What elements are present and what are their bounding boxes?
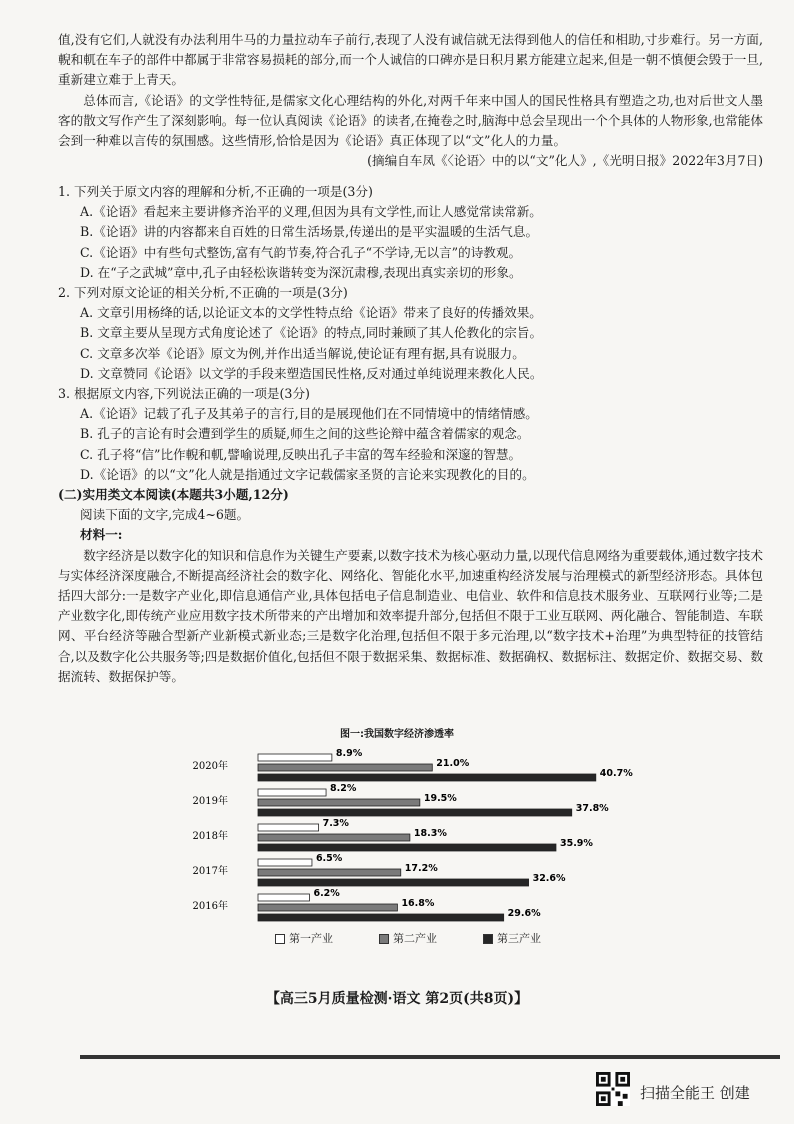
bar-第一产业 xyxy=(258,894,309,901)
question-option: B. 文章主要从呈现方式角度论述了《论语》的特点,同时兼顾了其人伦教化的宗旨。 xyxy=(80,325,543,341)
material-text: 数字经济是以数字化的知识和信息作为关键生产要素,以数字技术为核心驱动力量,以现代信息网络为重要载体,通过数字技术与实体经济深度融合,不断提高经济社会的数字化、网络化、智能化水平,加速重构经济发展与治理模式的新型经济形态。具体包括四大部分:一是数字产业化,即信息通信产业,具体包括电子信息制造业、电信业、软件和信息技术服务业、互联网行业等;二是产业数字化,即传统产业应用数字技术所带来的产出增加和效率提升部分,包括但不限于工业互联网、两化融合、智能制造、车联网、平台经济等融合型新产业新模式新业态;三是数字化治理,包括但不限于多元治理,以“数字技术+治理”为典型特征的技管结合,以及数字化公共服务等;四是数据价值化,包括但不限于数据采集、数据标准、数据确权、数据标注、数据定价、数据交易、数据流转、数据保护等。 xyxy=(58,547,763,684)
data-label: 8.9% xyxy=(335,748,363,759)
question-list xyxy=(58,182,763,687)
bar-第一产业 xyxy=(258,824,319,831)
category-label: 2020年 xyxy=(192,761,228,772)
bar-第三产业 xyxy=(258,914,504,921)
question-option: A.《论语》看起来主要讲修齐治平的义理,但因为具有文学性,而让人感觉常读常新。 xyxy=(80,204,542,220)
data-label: 35.9% xyxy=(559,838,593,849)
category-label: 2019年 xyxy=(192,796,228,807)
data-label: 16.8% xyxy=(401,898,435,909)
qr-code-icon xyxy=(596,1072,630,1106)
passage-paragraph-2: 总体而言,《论语》的文学性特征,是儒家文化心理结构的外化,对两千年来中国人的国民性格具有塑造之功,也对后世文人墨客的散文写作产生了深刻影响。每一位认真阅读《论语》的读者,在掩卷之时,脑海中总会呈现出一个个具体的人物形象,也常能体会到一种难以言传的氛围感。这些情形,恰恰是因为《论语》真正体现了以“文”化人的力量。 xyxy=(58,92,763,149)
bar-第三产业 xyxy=(258,844,556,851)
question-option: C. 孔子将“信”比作輗和軏,譬喻说理,反映出孔子丰富的驾车经验和深邃的智慧。 xyxy=(80,446,522,462)
question-option: C.《论语》中有些句式整饬,富有气韵节奏,符合孔子“不学诗,无以言”的诗教观。 xyxy=(80,244,522,260)
data-label: 8.2% xyxy=(330,783,357,794)
bar-第三产业 xyxy=(258,879,529,886)
data-label: 21.0% xyxy=(436,758,470,769)
category-label: 2018年 xyxy=(192,831,228,842)
legend-label: 第二产业 xyxy=(393,932,437,945)
question-option: C. 文章多次举《论语》原文为例,并作出适当解说,使论证有理有据,具有说服力。 xyxy=(80,345,525,361)
passage-paragraph-1: 值,没有它们,人就没有办法利用牛马的力量拉动车子前行,表现了人没有诚信就无法得到他人的信任和相助,寸步难行。另一方面,輗和軏在车子的部件中都属于非常容易损耗的部分,而一个人诚信的口碑亦是日积月累方能建立起来,但是一朝不慎便会毁于一旦,重新建立难于上青天。 xyxy=(58,32,763,88)
data-label: 18.3% xyxy=(413,828,447,839)
legend-item-tertiary xyxy=(483,930,541,946)
question-option: A. 文章引用杨绛的话,以论证文本的文学性特点给《论语》带来了良好的传播效果。 xyxy=(80,305,542,321)
chart-legend xyxy=(275,930,541,946)
question-option: A.《论语》记载了孔子及其弟子的言行,目的是展现他们在不同情境中的情绪情感。 xyxy=(80,406,538,422)
question-option: B. 孔子的言论有时会遭到学生的质疑,师生之间的这些论辩中蕴含着儒家的观念。 xyxy=(80,426,530,442)
question-stem: 1. 下列关于原文内容的理解和分析,不正确的一项是(3分) xyxy=(58,184,373,199)
category-label: 2017年 xyxy=(192,866,228,877)
bar-第一产业 xyxy=(258,789,326,796)
data-label: 37.8% xyxy=(575,803,609,814)
question-option: D. 在“子之武城”章中,孔子由轻松诙谐转变为深沉肃穆,表现出真实亲切的形象。 xyxy=(80,264,522,280)
penetration-bar-chart xyxy=(180,748,650,923)
page-bottom-rule xyxy=(80,1055,780,1059)
data-label: 32.6% xyxy=(532,873,566,884)
bar-第二产业 xyxy=(258,834,410,841)
bar-第二产业 xyxy=(258,869,401,876)
material-label: 材料一: xyxy=(80,527,123,543)
data-label: 17.2% xyxy=(404,863,438,874)
data-label: 19.5% xyxy=(423,793,457,804)
bar-第一产业 xyxy=(258,754,332,761)
bar-第二产业 xyxy=(258,764,432,771)
legend-label: 第一产业 xyxy=(289,932,333,945)
page-footer: 【高三5月质量检测·语文 第2页(共8页)】 xyxy=(265,991,529,1007)
question-stem: 3. 根据原文内容,下列说法正确的一项是(3分) xyxy=(58,386,310,402)
question-1 xyxy=(58,182,763,283)
question-option: D.《论语》的以“文”化人就是指通过文字记载儒家圣贤的言论来实现教化的目的。 xyxy=(80,466,535,482)
legend-label: 第三产业 xyxy=(497,932,541,945)
category-label: 2016年 xyxy=(192,901,228,912)
scanner-watermark: 扫描全能王 创建 xyxy=(640,1084,750,1102)
bar-第二产业 xyxy=(258,904,397,911)
passage-source: (摘编自车凤《〈论语〉中的以“文”化人》,《光明日报》2022年3月7日) xyxy=(367,153,763,169)
section-heading: (二)实用类文本阅读(本题共3小题,12分) xyxy=(58,487,289,503)
data-label: 6.2% xyxy=(313,888,340,899)
passage-continuation xyxy=(58,30,763,171)
data-label: 7.3% xyxy=(322,818,349,829)
legend-item-primary xyxy=(275,930,333,946)
question-2 xyxy=(58,283,763,384)
bar-第三产业 xyxy=(258,809,572,816)
question-stem: 2. 下列对原文论证的相关分析,不正确的一项是(3分) xyxy=(58,285,348,301)
data-label: 6.5% xyxy=(315,853,343,864)
bar-第二产业 xyxy=(258,799,420,806)
question-option: D. 文章赞同《论语》以文学的手段来塑造国民性格,反对通过单纯说理来教化人民。 xyxy=(80,365,543,381)
bar-第一产业 xyxy=(258,859,312,866)
section-instruction: 阅读下面的文字,完成4~6题。 xyxy=(80,507,250,523)
data-label: 29.6% xyxy=(507,908,541,919)
bar-第三产业 xyxy=(258,774,596,781)
question-option: B.《论语》讲的内容都来自百姓的日常生活场景,传递出的是平实温暖的生活气息。 xyxy=(80,224,539,240)
chart-title: 图一:我国数字经济渗透率 xyxy=(340,729,454,740)
question-3 xyxy=(58,384,763,485)
data-label: 40.7% xyxy=(599,768,633,779)
legend-item-secondary xyxy=(379,930,437,946)
